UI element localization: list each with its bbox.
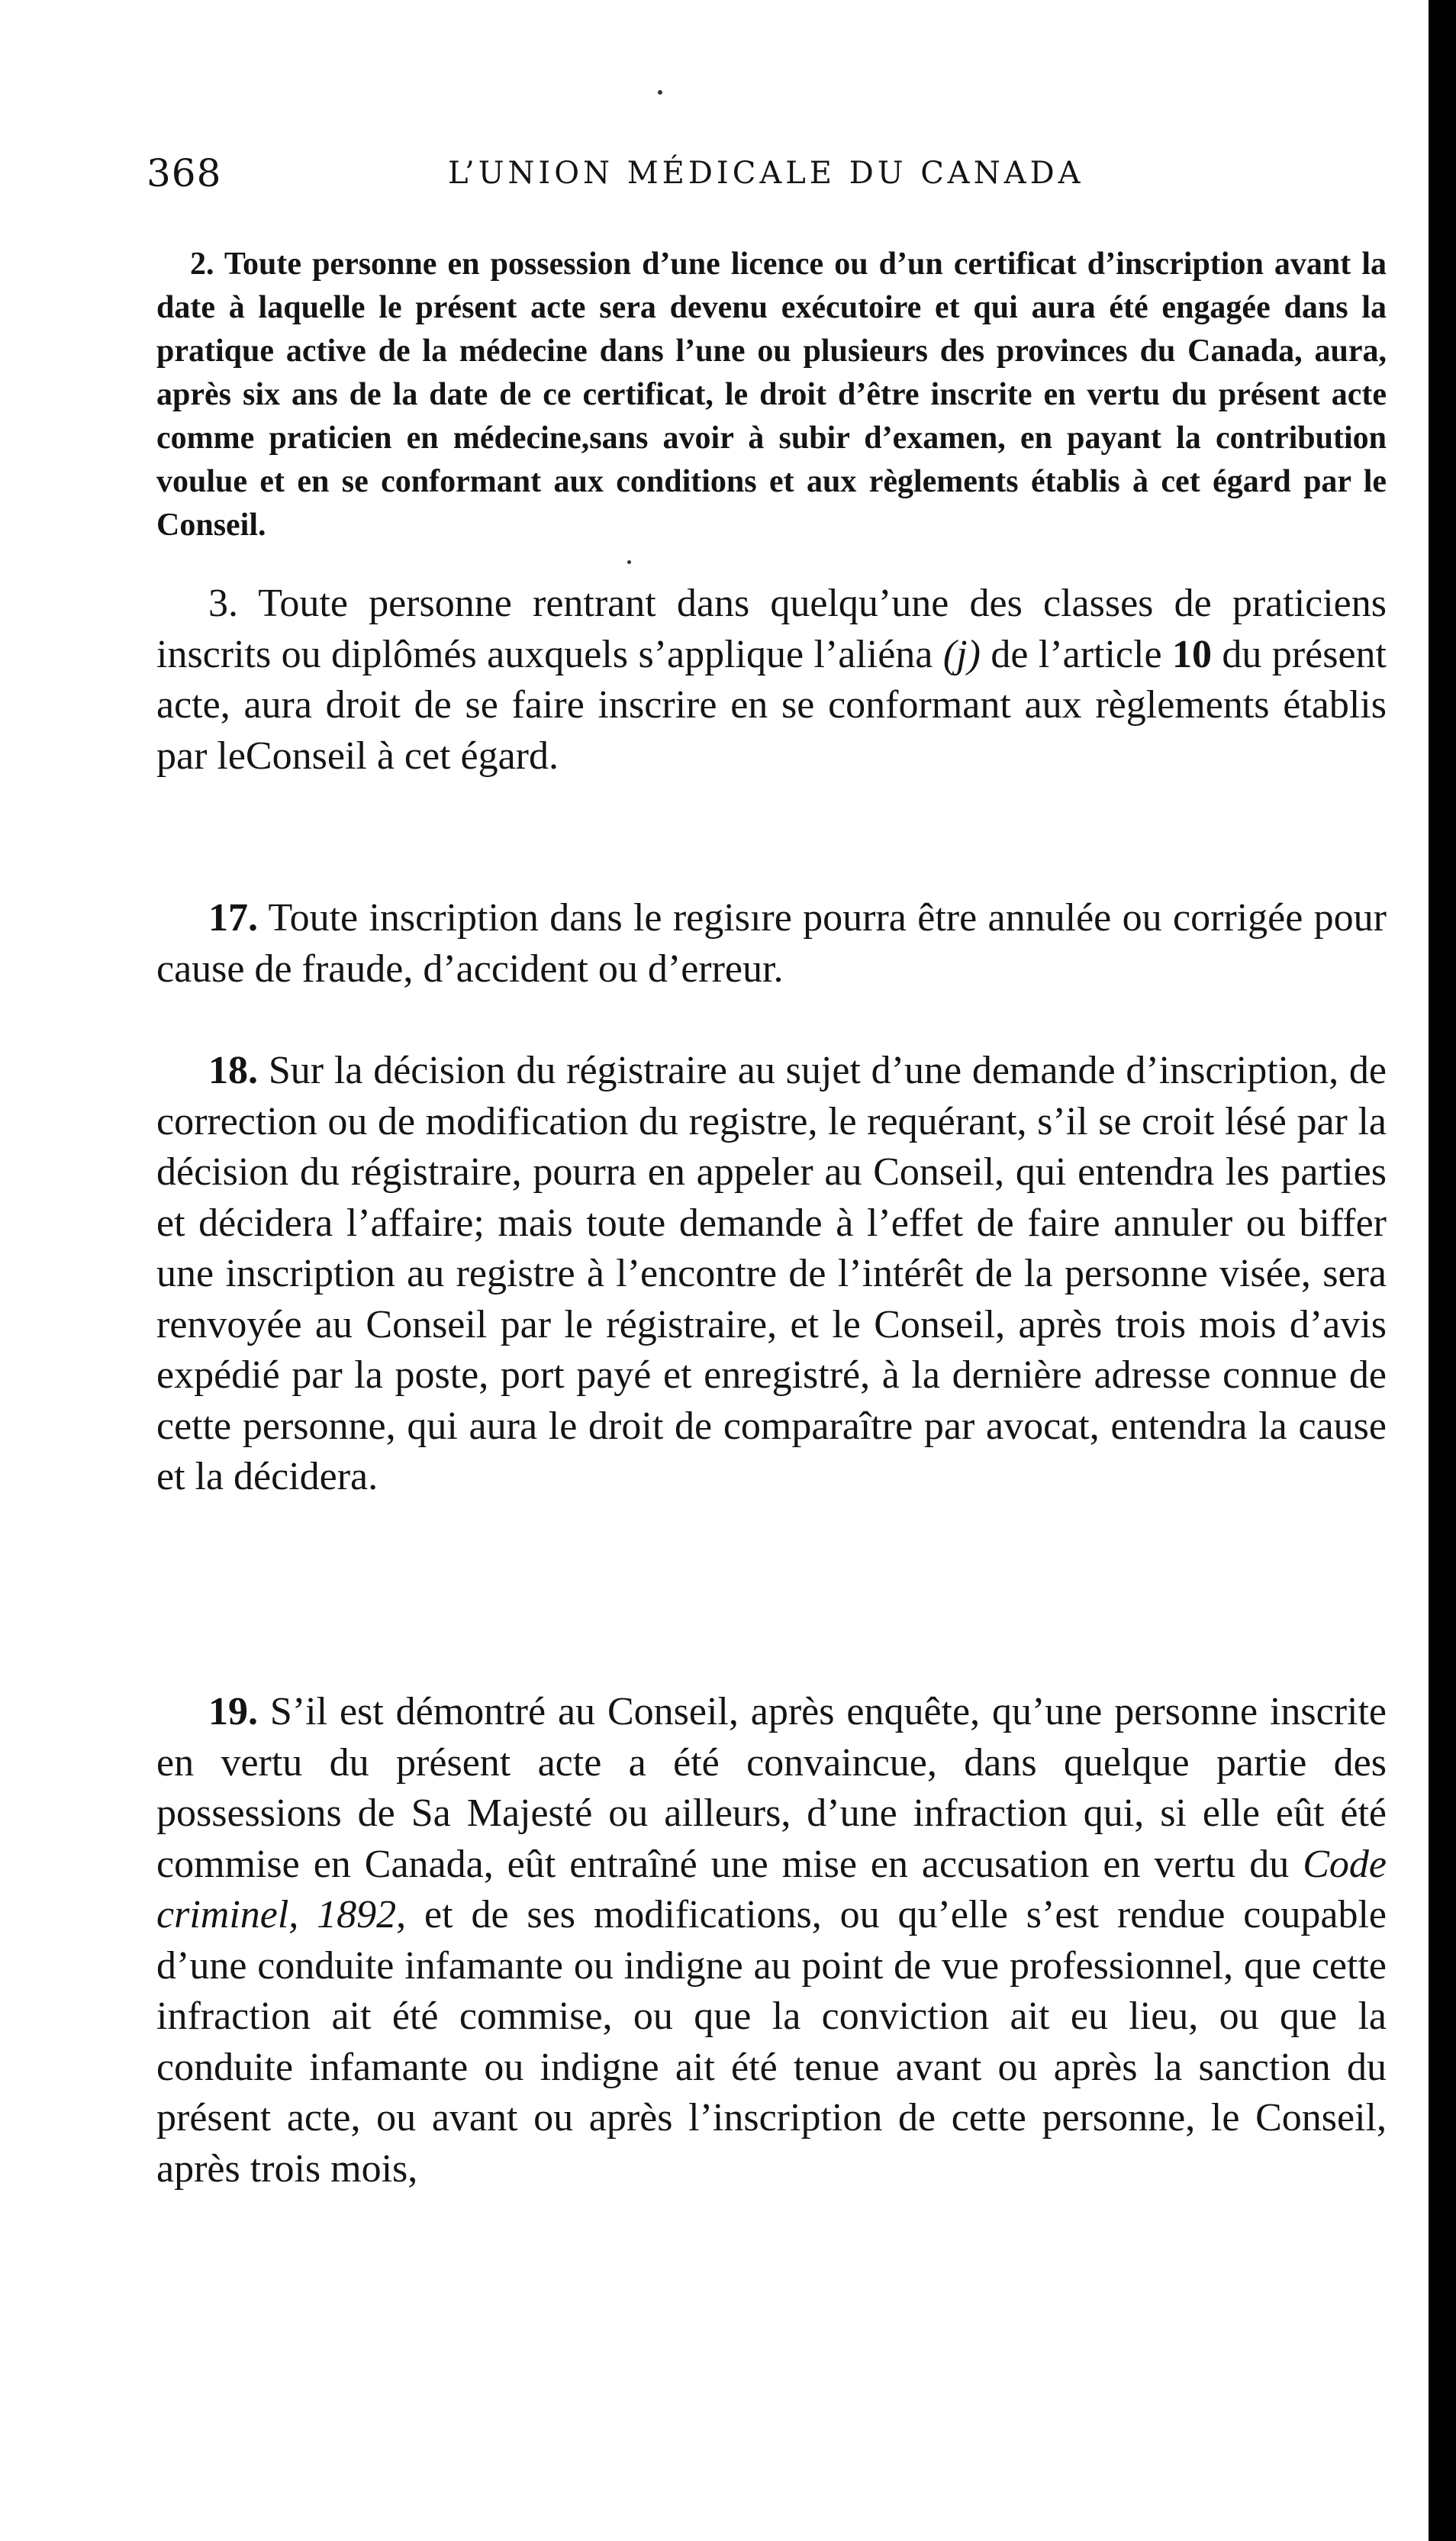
paragraph-body: Toute personne en possession d’une licence ou d’un certificat d’inscription avant la date à laquelle le présent acte sera devenu exécutoire et qui aura été engagée dans la pratique active de la médecine dans l’une ou plusieurs des provinces du Canada, aura, après six ans de la date de ce certificat, le droit d’être inscrite en vertu du présent acte comme praticien en médecine,sans avoir à subir d’examen, en payant la contribution voulue et en se conformant aux conditions et aux règlements établis à cet égard par le Conseil.	[156, 247, 1387, 543]
italic-citation: Code criminel, 1892	[156, 1842, 1387, 1936]
scan-edge-bar	[1429, 0, 1456, 2541]
paragraph-section-3	[156, 579, 1387, 863]
paragraph-section-2	[156, 243, 1387, 547]
article-reference: 10	[1171, 632, 1212, 676]
section-number: 18.	[208, 1049, 258, 1092]
page-number: 368	[147, 151, 222, 195]
section-number: 2.	[190, 247, 214, 282]
paragraph-text	[156, 893, 1387, 995]
paragraph-section-19	[156, 1687, 1387, 2328]
paragraph-text	[156, 243, 1387, 547]
paragraph-section-18	[156, 1046, 1387, 1641]
page-header	[147, 151, 1390, 212]
scan-speck	[627, 560, 631, 564]
italic-reference: (j)	[942, 632, 981, 676]
paragraph-body: , et de ses modifications, ou qu’elle s’est rendue coupable d’une conduite infamante ou indigne au point de vue professionnel, que cette infraction ait été commise, ou que la conviction ait eu lieu, ou que la conduite infamante ou indigne ait été tenue avant ou après la sanction du présent acte, ou avant ou après l’inscription de cette personne, le Conseil, après trois mois,	[156, 1893, 1387, 2191]
section-number: 19.	[208, 1690, 258, 1733]
running-title: L’UNION MÉDICALE DU CANADA	[448, 156, 1084, 191]
paragraph-body: de l’article	[980, 632, 1172, 676]
paragraph-body: Toute inscription dans le regisıre pourra être annulée ou corrigée pour cause de fraude, d’accident ou d’erreur.	[156, 896, 1387, 991]
section-number: 3.	[208, 582, 238, 625]
scan-speck	[658, 90, 662, 95]
paragraph-body: S’il est démontré au Conseil, après enquête, qu’une personne inscrite en vertu du présent acte a été convaincue, dans quelque partie des possessions de Sa Majesté ou ailleurs, d’une infraction qui, si elle eût été commise en Canada, eût entraîné une mise en accusation en vertu du	[156, 1690, 1387, 1886]
paragraph-text	[156, 1046, 1387, 1503]
paragraph-section-17	[156, 893, 1387, 1000]
paragraph-text	[156, 1687, 1387, 2194]
paragraph-body: du présent acte, aura droit de se faire inscrire en se conformant aux règlements établis par leConseil à cet égard.	[156, 632, 1387, 778]
section-number: 17.	[208, 896, 258, 940]
paragraph-body: Sur la décision du régistraire au sujet d’une demande d’inscription, de correction ou de modification du registre, le requérant, s’il se croit lésé par la décision du régistraire, pourra en appeler au Conseil, qui entendra les parties et décidera l’affaire; mais toute demande à l’effet de faire annuler ou biffer une inscription au registre à l’encontre de l’intérêt de la personne visée, sera renvoyée au Conseil par le régistraire, et le Conseil, après trois mois d’avis expédié par la poste, port payé et enregistré, à la dernière adresse connue de cette personne, qui aura le droit de comparaître par avocat, entendra la cause et la décidera.	[156, 1049, 1387, 1498]
paragraph-body: Toute personne rentrant dans quelqu’une des classes de praticiens inscrits ou diplômés auxquels s’applique l’aliéna	[156, 582, 1387, 676]
paragraph-text	[156, 579, 1387, 782]
